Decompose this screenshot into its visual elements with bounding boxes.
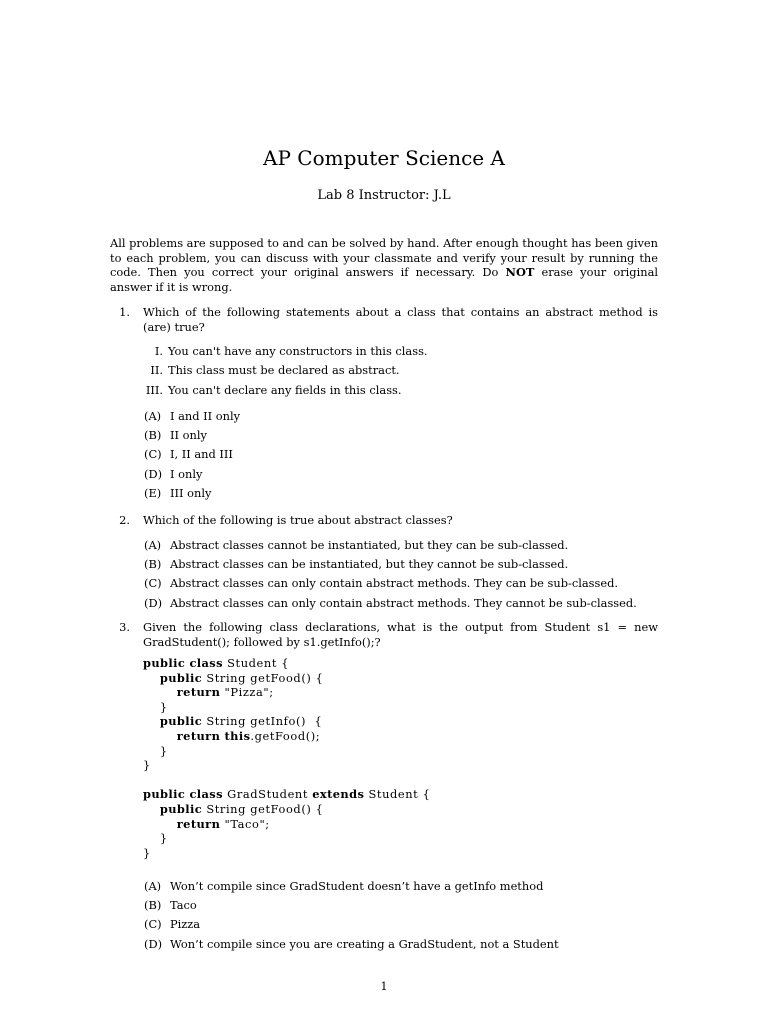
code-line (143, 773, 430, 788)
option-label: (D) (144, 467, 163, 481)
option-text: I only (170, 467, 203, 481)
question-1 (112, 305, 658, 334)
code-text: Student { (364, 787, 431, 802)
page-number: 1 (380, 980, 388, 993)
keyword: return (176, 728, 221, 743)
option-label: (A) (144, 538, 162, 552)
option-label: (A) (144, 409, 162, 423)
code-text: } (159, 699, 168, 714)
keyword: extends (312, 787, 365, 802)
code-text: } (143, 758, 151, 773)
intro-text-1: All problems are supposed to and can be solved by hand. After enough thought has been given to each problem, you can discuss with your classmate and verify your result by running the code. Then you correct your original answers if necessary. Do (110, 236, 658, 280)
question-text: Given the following class declarations, what is the output from Student s1 = new GradStudent(); followed by s1.getInfo();? (143, 620, 658, 649)
code-text: "Pizza"; (220, 685, 274, 700)
code-line (143, 846, 430, 861)
option-label: (C) (144, 447, 162, 461)
code-line (143, 787, 430, 802)
code-line (143, 671, 430, 686)
statement-label: II. (150, 363, 163, 377)
code-line (143, 714, 430, 729)
option-label: (A) (144, 879, 162, 893)
question-text: Which of the following statements about a class that contains an abstract method is (are) true? (143, 305, 658, 334)
code-text: Student { (222, 656, 290, 670)
question-2 (112, 513, 658, 528)
code-listing (143, 656, 430, 860)
option-label: (B) (144, 898, 162, 912)
code-text: GradStudent (222, 787, 313, 802)
statement-label: III. (145, 383, 163, 397)
keyword: public (143, 656, 186, 670)
option-text: Won’t compile since GradStudent doesn’t have a getInfo method (170, 879, 544, 893)
question-text: Which of the following is true about abstract classes? (143, 513, 453, 527)
intro-bold: NOT (505, 265, 535, 280)
option-label: (B) (144, 428, 162, 442)
code-text: } (159, 831, 168, 846)
option-text: Pizza (170, 917, 201, 931)
option-label: (C) (144, 917, 162, 931)
code-text: } (143, 845, 151, 860)
option-label: (E) (144, 486, 162, 500)
keyword: class (189, 787, 223, 802)
code-line (143, 685, 430, 700)
option-text: I and II only (170, 409, 241, 423)
code-line (143, 656, 430, 671)
option-text: Abstract classes cannot be instantiated, but they can be sub-classed. (170, 538, 569, 552)
code-line (143, 744, 430, 759)
keyword: public (159, 801, 203, 816)
code-line (143, 817, 430, 832)
keyword: class (189, 656, 223, 670)
question-number: 1. (119, 305, 130, 319)
question-3 (112, 620, 658, 649)
option-text: Abstract classes can only contain abstract methods. They can be sub-classed. (170, 576, 619, 590)
intro-paragraph (110, 236, 658, 294)
option-text: Abstract classes can be instantiated, but they cannot be sub-classed. (170, 557, 569, 571)
code-line (143, 729, 430, 744)
statement-text: You can't declare any fields in this class. (168, 383, 402, 397)
question-number: 2. (119, 513, 130, 527)
code-text: String getInfo() { (202, 714, 323, 729)
option-text: I, II and III (170, 447, 233, 461)
keyword: public (159, 670, 203, 685)
keyword: return (176, 685, 221, 700)
keyword: return (176, 816, 221, 831)
option-text: II only (170, 428, 207, 442)
keyword: public (159, 714, 203, 729)
statement-label: I. (154, 344, 163, 358)
code-line (143, 802, 430, 817)
option-text: Taco (170, 898, 197, 912)
code-text: } (159, 743, 168, 758)
page-title: AP Computer Science A (263, 146, 505, 170)
option-label: (D) (144, 596, 163, 610)
page-subtitle: Lab 8 Instructor: J.L (317, 188, 451, 203)
code-line (143, 700, 430, 715)
code-line (143, 758, 430, 773)
code-text: "Taco"; (220, 816, 270, 831)
intro-text-2: erase your original answer if it is wrong. (110, 265, 659, 294)
question-number: 3. (119, 620, 130, 634)
option-label: (C) (144, 576, 162, 590)
option-label: (D) (144, 937, 163, 951)
option-label: (B) (144, 557, 162, 571)
option-text: Won’t compile since you are creating a GradStudent, not a Student (170, 937, 559, 951)
code-text: .getFood(); (250, 728, 321, 743)
code-text: String getFood() { (202, 670, 324, 685)
keyword: public (143, 787, 186, 802)
code-text: String getFood() { (202, 801, 324, 816)
code-line (143, 831, 430, 846)
option-text: III only (170, 486, 212, 500)
option-text: Abstract classes can only contain abstract methods. They cannot be sub-classed. (170, 596, 637, 610)
statement-text: This class must be declared as abstract. (168, 363, 400, 377)
keyword: this (224, 728, 251, 743)
statement-text: You can't have any constructors in this class. (168, 344, 428, 358)
